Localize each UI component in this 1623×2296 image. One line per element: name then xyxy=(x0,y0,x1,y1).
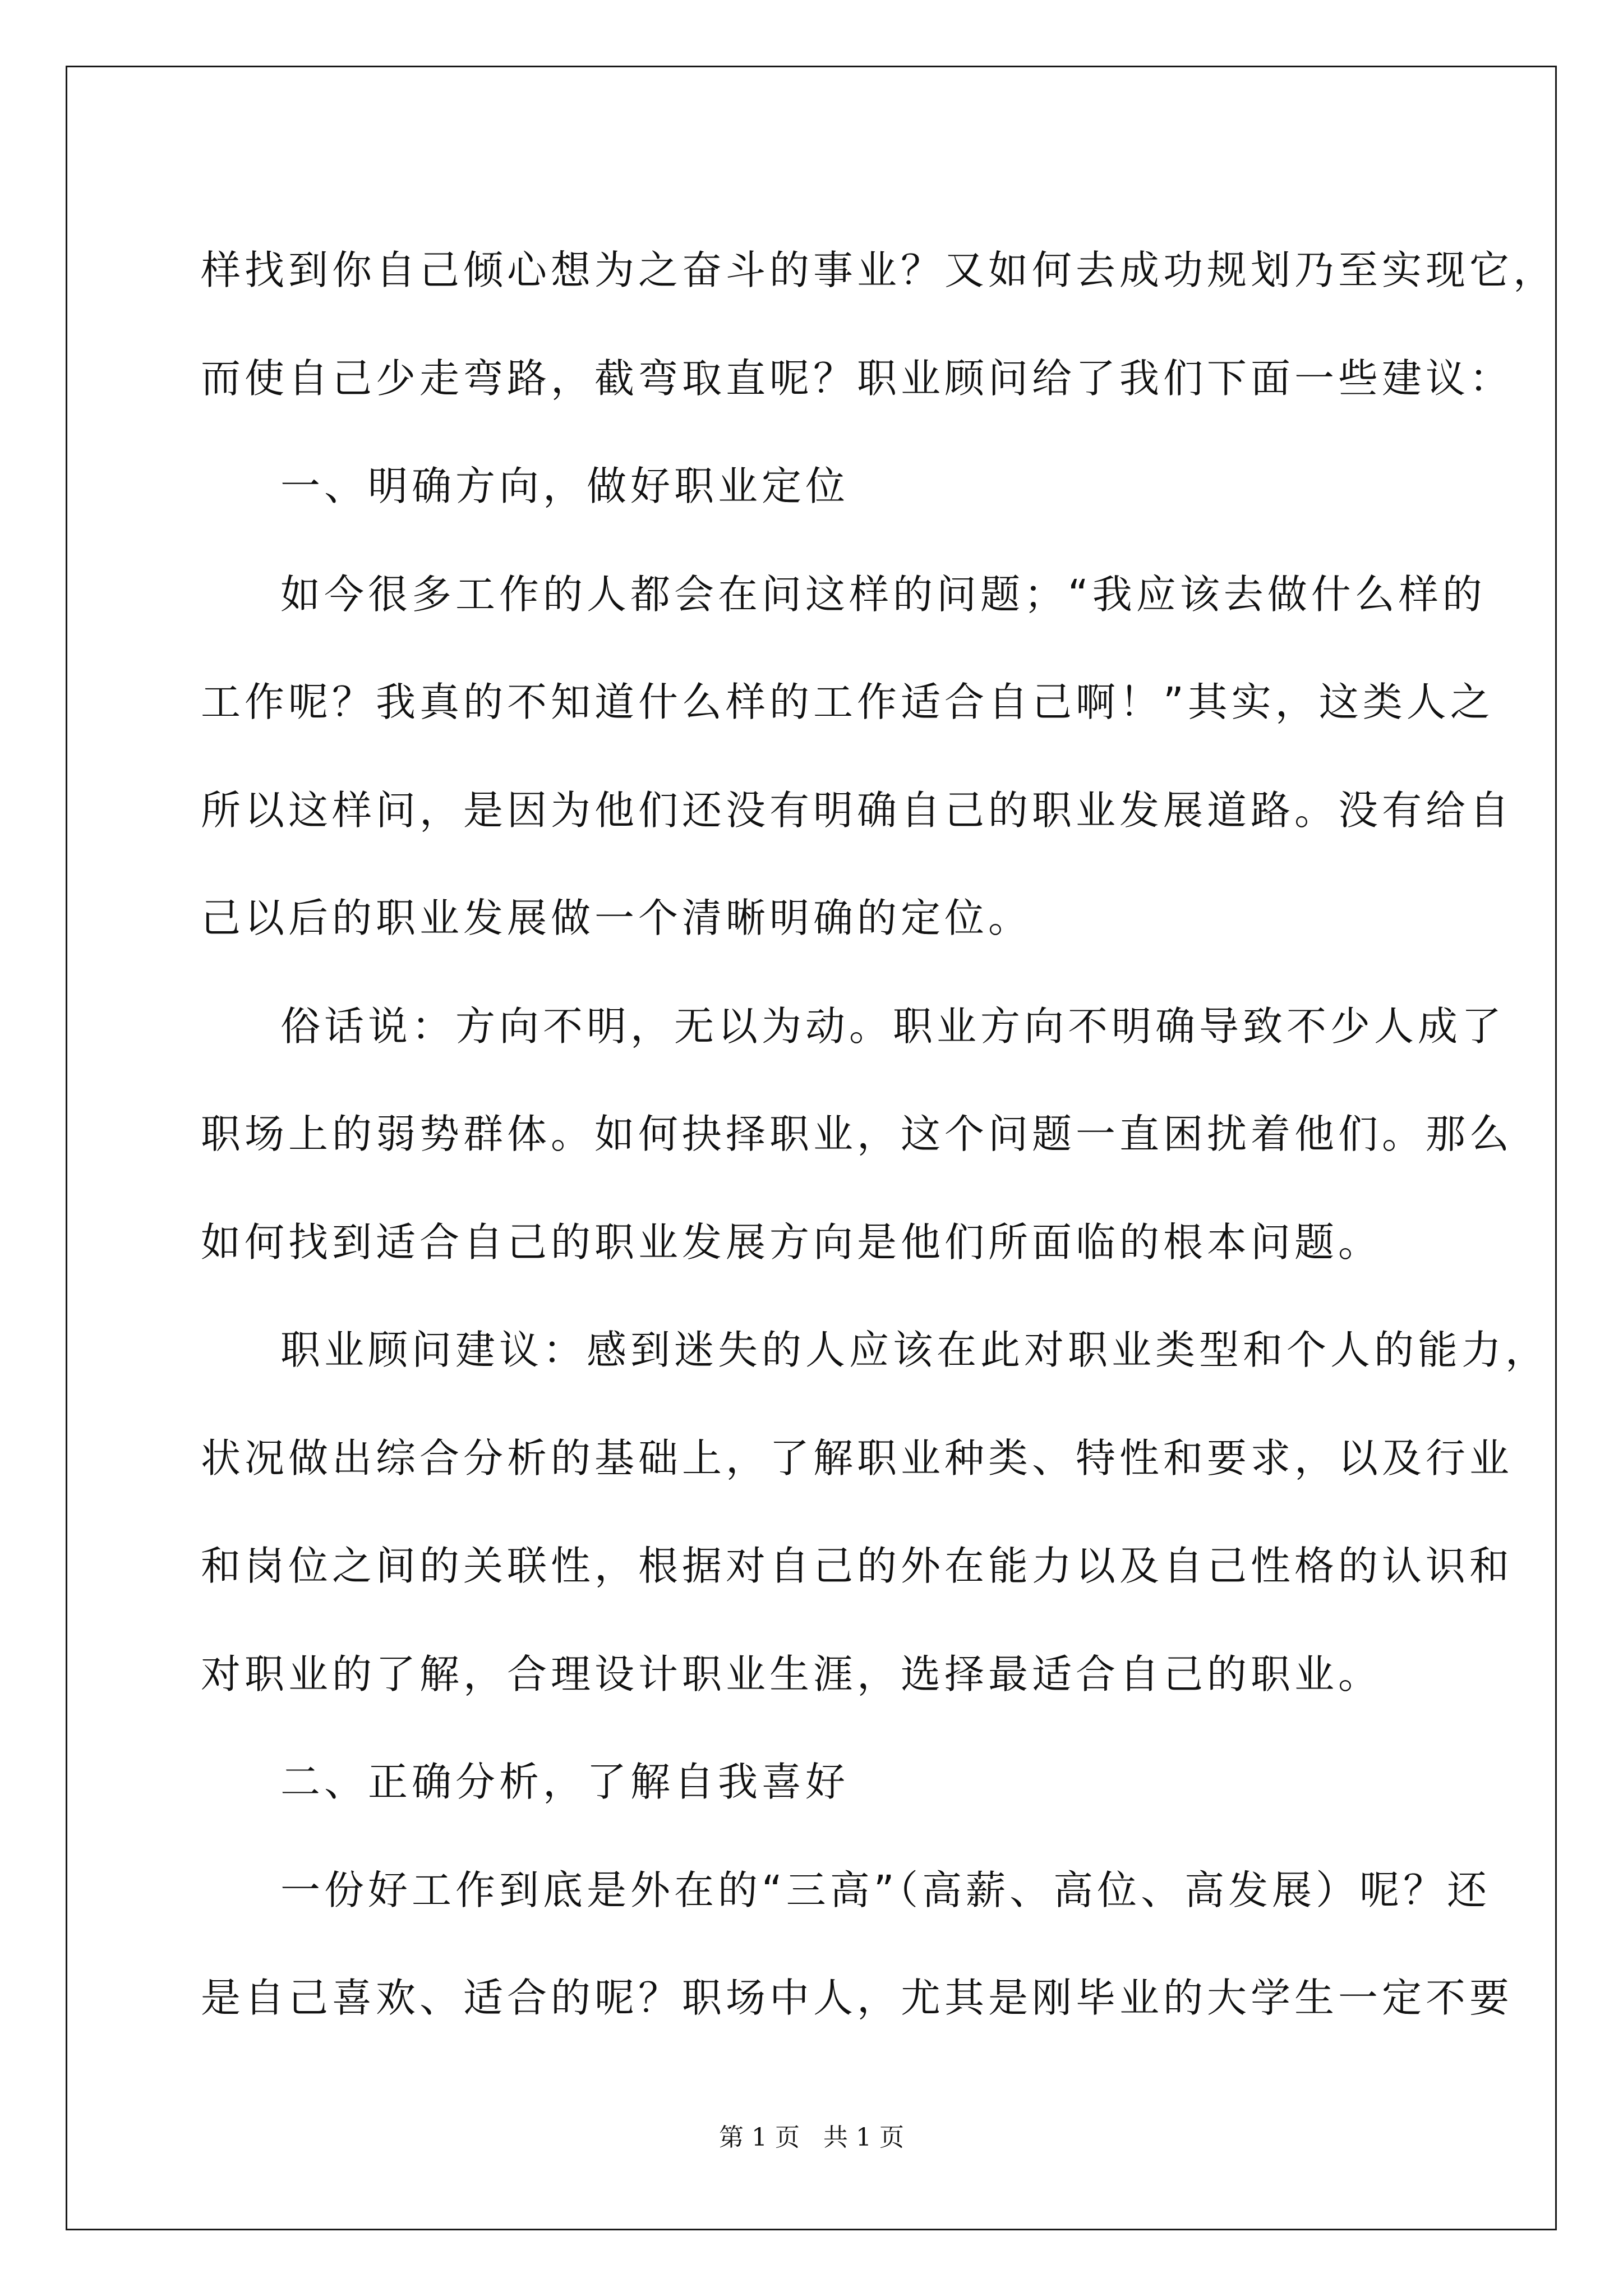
section-heading: 二、正确分析，了解自我喜好 xyxy=(280,1759,850,1805)
text-line: 工作呢？我真的不知道什么样的工作适合自己啊！”其实，这类人之 xyxy=(201,679,1494,725)
text-line: 如何找到适合自己的职业发展方向是他们所面临的根本问题。 xyxy=(201,1218,1382,1266)
page-footer xyxy=(0,2121,1623,2155)
text-line: 职业顾问建议：感到迷失的人应该在此对职业类型和个人的能力， xyxy=(280,1327,1550,1373)
text-line: 而使自己少走弯路，截弯取直呢？职业顾问给了我们下面一些建议： xyxy=(201,355,1514,402)
section-heading: 一、明确方向，做好职业定位 xyxy=(280,463,850,509)
text-line: 状况做出综合分析的基础上，了解职业种类、特性和要求，以及行业 xyxy=(201,1434,1514,1481)
text-line: 俗话说：方向不明，无以为动。职业方向不明确导致不少人成了 xyxy=(280,1002,1506,1050)
text-line: 职场上的弱势群体。如何抉择职业，这个问题一直困扰着他们。那么 xyxy=(201,1111,1514,1157)
page-number: 第 1 页 共 1 页 xyxy=(719,2123,904,2152)
document-body xyxy=(201,217,1557,2053)
text-line: 和岗位之间的关联性，根据对自己的外在能力以及自己性格的认识和 xyxy=(201,1543,1514,1589)
text-line: 是自己喜欢、适合的呢？职场中人，尤其是刚毕业的大学生一定不要 xyxy=(201,1975,1514,2021)
text-line: 样找到你自己倾心想为之奋斗的事业？又如何去成功规划乃至实现它， xyxy=(201,247,1557,293)
text-line: 对职业的了解，合理设计职业生涯，选择最适合自己的职业。 xyxy=(201,1650,1382,1697)
text-line: 一份好工作到底是外在的“三高”（高薪、高位、高发展）呢？还 xyxy=(280,1866,1491,1913)
text-line: 己以后的职业发展做一个清晰明确的定位。 xyxy=(201,895,1032,941)
text-line: 如今很多工作的人都会在问这样的问题；“我应该去做什么样的 xyxy=(280,570,1486,618)
text-line: 所以这样问，是因为他们还没有明确自己的职业发展道路。没有给自 xyxy=(201,786,1514,834)
